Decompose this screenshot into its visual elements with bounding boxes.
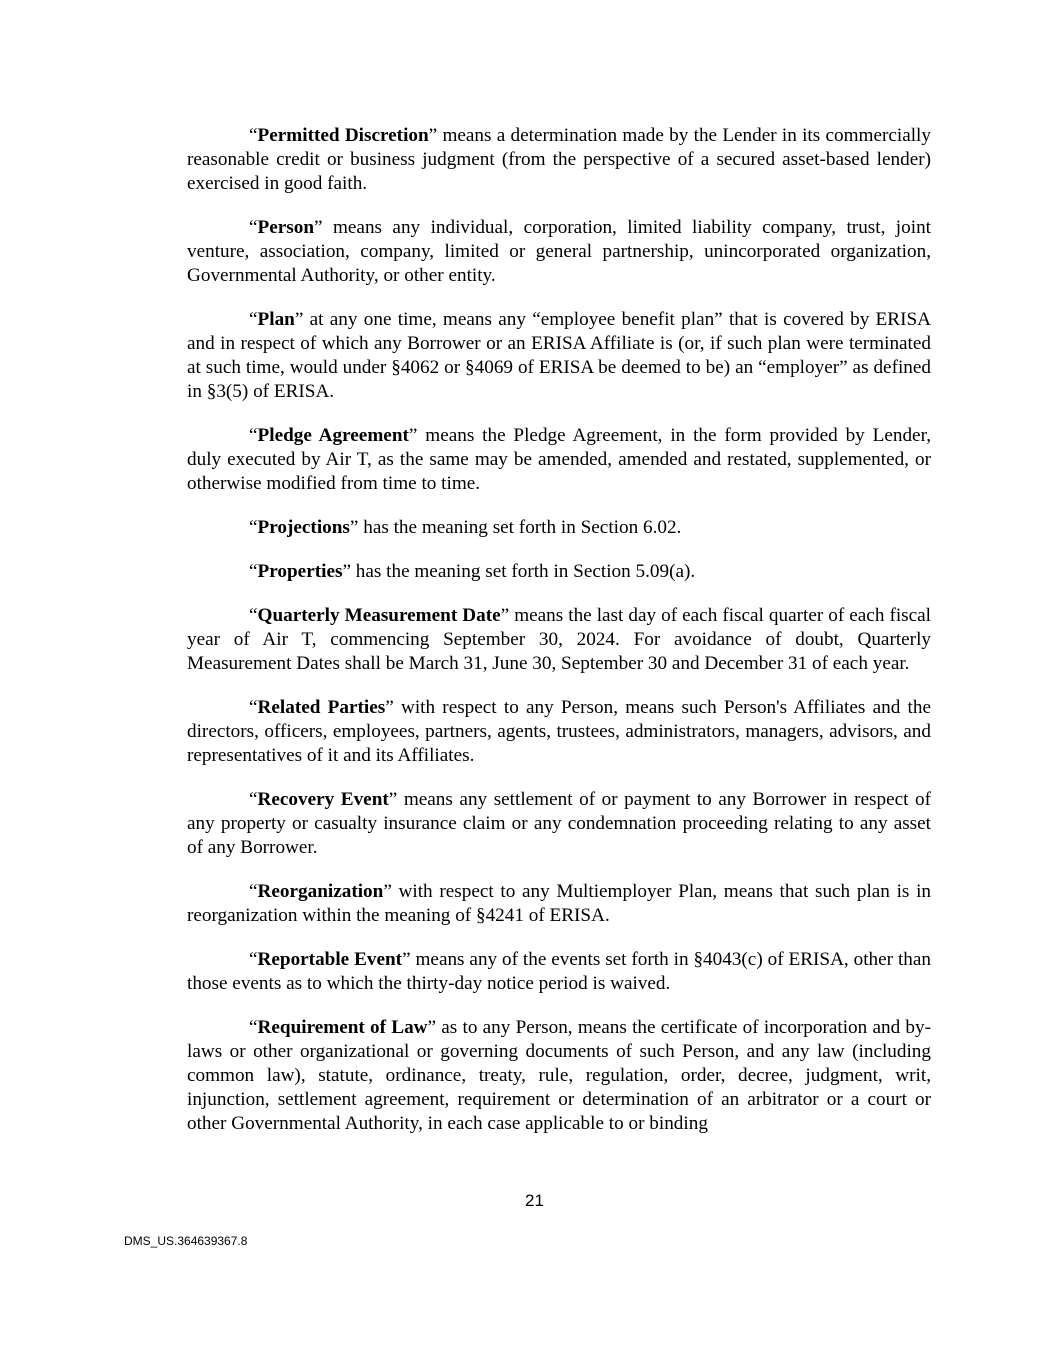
defined-term: Properties [257,561,343,582]
defined-term: Person [257,217,315,238]
defined-term: Permitted Discretion [257,125,429,146]
definition-reportable-event: “Reportable Event” means any of the events set forth in §4043(c) of ERISA, other than those events as to which the thirty-day notice period is waived. [187,949,932,994]
defined-term: Reorganization [257,881,384,902]
definition-pledge-agreement: “Pledge Agreement” means the Pledge Agreement, in the form provided by Lender, duly executed by Air T, as the same may be amended, amended and restated, supplemented, or otherwise modified from time to time. [187,425,931,494]
defined-term: Projections [257,517,350,538]
definition-requirement-of-law: “Requirement of Law” as to any Person, means the certificate of incorporation and by-laws or other organizational or governing documents of such Person, and any law (including common law), statute, ordinance, treaty, rule, regulation, order, decree, judgment, writ, injunction, settlement agreement, requirement or determination of an arbitrator or a court or other Governmental Authority, in each case applicable to or binding [187,1017,931,1134]
defined-term: Quarterly Measurement Date [257,605,501,626]
definition-recovery-event: “Recovery Event” means any settlement of or payment to any Borrower in respect of any property or casualty insurance claim or any condemnation proceeding relating to any asset of any Borrower. [187,789,931,858]
defined-term: Requirement of Law [257,1017,428,1038]
definition-text: means any of the events set forth in §4043(c) of ERISA, other than those events as to which the thirty-day notice period is waived. [187,949,932,994]
definition-text: with respect to any Multiemployer Plan, means that such plan is in reorganization within the meaning of §4241 of ERISA. [187,881,931,926]
definition-text: with respect to any Person, means such Person's Affiliates and the directors, officers, employees, partners, agents, trustees, administrators, managers, advisors, and representatives of it and its Affiliates. [187,697,931,766]
definition-plan: “Plan” at any one time, means any “employee benefit plan” that is covered by ERISA and in respect of which any Borrower or an ERISA Affiliate is (or, if such plan were terminated at such time, would under §4062 or §4069 of ERISA be deemed to be) an “employer” as defined in §3(5) of ERISA. [187,309,931,402]
definition-projections: “Projections” has the meaning set forth in Section 6.02. [249,517,682,538]
definition-text: as to any Person, means the certificate of incorporation and by-laws or other organizational or governing documents of such Person, and any law (including common law), statute, ordinance, treaty, rule, regulation, order, decree, judgment, writ, injunction, settlement agreement, requirement or determination of an arbitrator or a court or other Governmental Authority, in each case applicable to or binding [187,1017,931,1134]
definition-related-parties: “Related Parties” with respect to any Person, means such Person's Affiliates and the directors, officers, employees, partners, agents, trustees, administrators, managers, advisors, and representatives of it and its Affiliates. [187,697,931,766]
document-body [187,124,931,1156]
definition-text: means any individual, corporation, limited liability company, trust, joint venture, association, company, limited or general partnership, unincorporated organization, Governmental Authority, or other entity. [187,217,931,286]
definition-permitted-discretion: “Permitted Discretion” means a determination made by the Lender in its commercially reasonable credit or business judgment (from the perspective of a secured asset-based lender) exercised in good faith. [187,125,931,194]
page-number: 21 [525,1191,544,1210]
defined-term: Related Parties [257,697,386,718]
definition-text: means the Pledge Agreement, in the form provided by Lender, duly executed by Air T, as the same may be amended, amended and restated, supplemented, or otherwise modified from time to time. [187,425,931,494]
defined-term: Recovery Event [257,789,389,810]
definition-text: means any settlement of or payment to any Borrower in respect of any property or casualty insurance claim or any condemnation proceeding relating to any asset of any Borrower. [187,789,931,858]
definition-properties: “Properties” has the meaning set forth in Section 5.09(a). [249,561,696,582]
defined-term: Plan [257,309,295,330]
definition-person: “Person” means any individual, corporation, limited liability company, trust, joint venture, association, company, limited or general partnership, unincorporated organization, Governmental Authority, or other entity. [187,217,931,286]
defined-term: Pledge Agreement [257,425,409,446]
definition-text: has the meaning set forth in Section 6.02. [358,517,682,538]
definition-text: means the last day of each fiscal quarter of each fiscal year of Air T, commencing September 30, 2024. For avoidance of doubt, Quarterly Measurement Dates shall be March 31, June 30, September 30 and December 31 of each year. [187,605,932,674]
definition-quarterly-measurement-date: “Quarterly Measurement Date” means the last day of each fiscal quarter of each fiscal year of Air T, commencing September 30, 2024. For avoidance of doubt, Quarterly Measurement Dates shall be March 31, June 30, September 30 and December 31 of each year. [187,605,932,674]
definition-reorganization: “Reorganization” with respect to any Multiemployer Plan, means that such plan is in reorganization within the meaning of §4241 of ERISA. [187,881,931,926]
defined-term: Reportable Event [257,949,403,970]
definition-text: has the meaning set forth in Section 5.09(a). [350,561,696,582]
definition-text: at any one time, means any “employee benefit plan” that is covered by ERISA and in respect of which any Borrower or an ERISA Affiliate is (or, if such plan were terminated at such time, would under §4062 or §4069 of ERISA be deemed to be) an “employer” as defined in §3(5) of ERISA. [187,309,931,402]
definition-text: means a determination made by the Lender in its commercially reasonable credit or business judgment (from the perspective of a secured asset-based lender) exercised in good faith. [187,125,931,194]
document-id: DMS_US.364639367.8 [124,1234,248,1248]
